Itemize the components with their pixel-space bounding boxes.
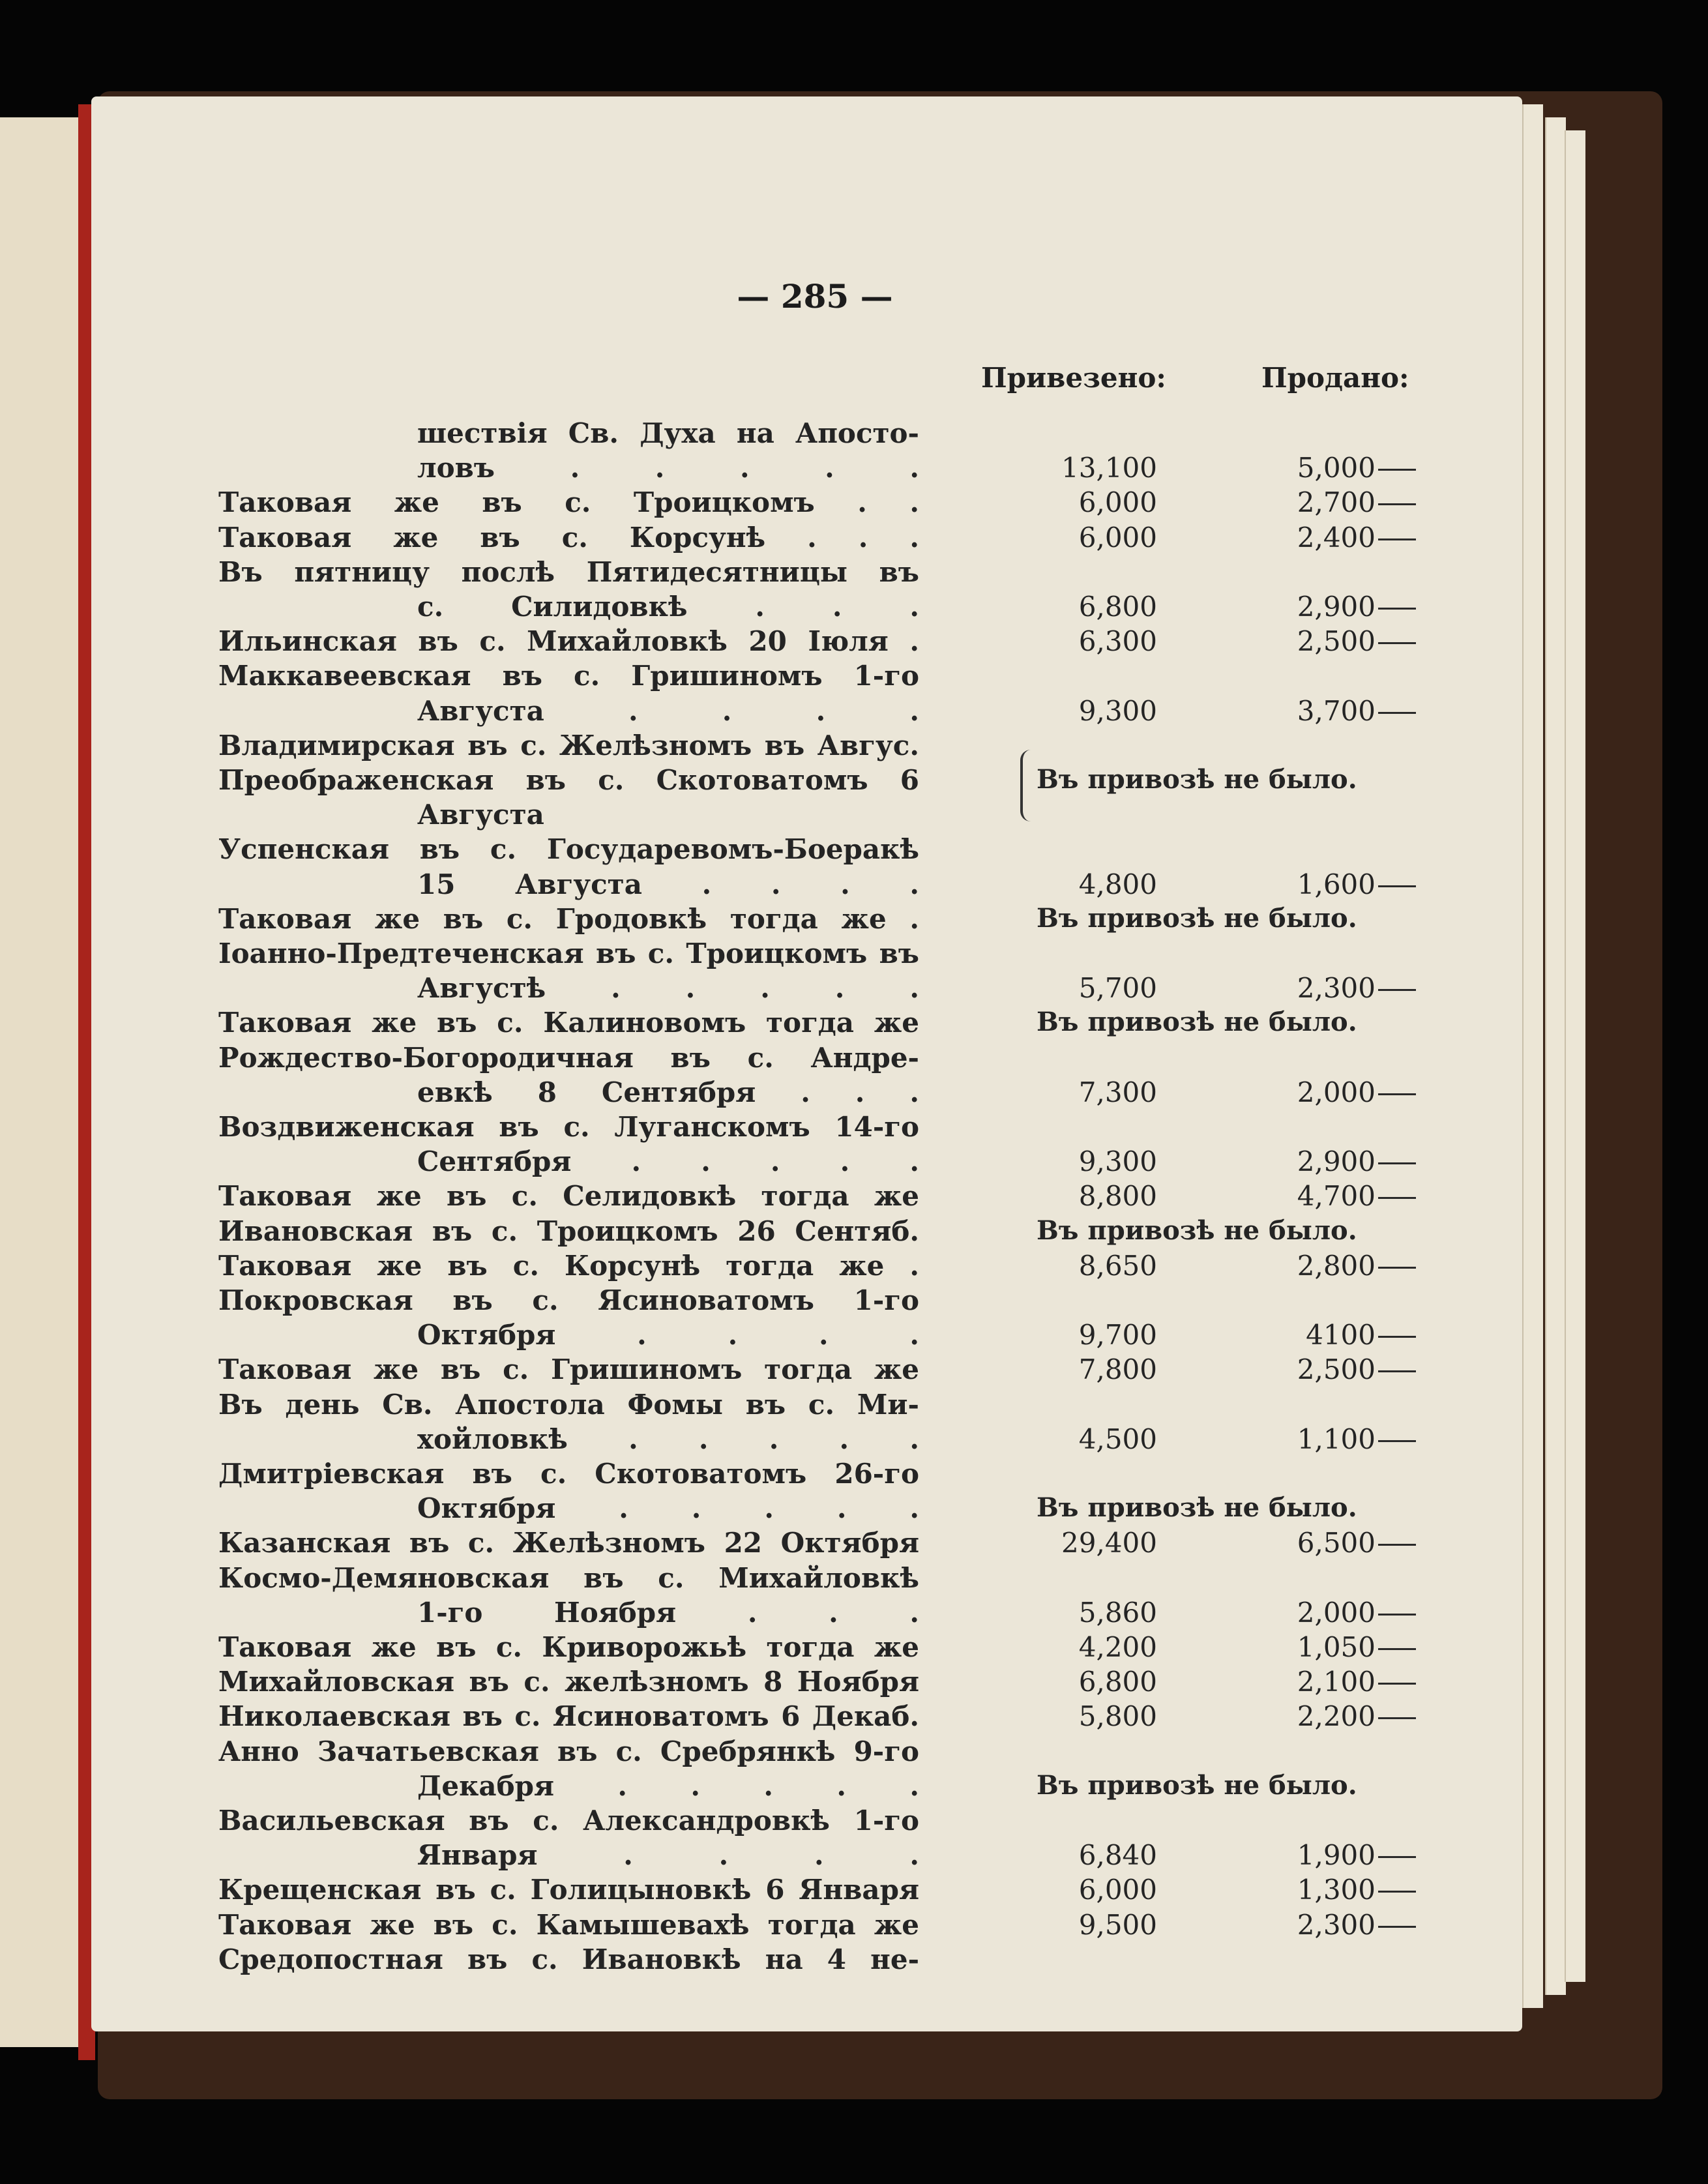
brought-value: 6,840 bbox=[1078, 1839, 1157, 1871]
table-row bbox=[0, 1943, 1708, 1977]
dash-mark bbox=[1378, 1162, 1416, 1164]
entry-name: Михайловская въ с. желѣзномъ 8 Ноября bbox=[218, 1666, 919, 1698]
entry-name: Воздвиженская въ с. Луганскомъ 14-го bbox=[218, 1111, 919, 1143]
brought-value: 6,000 bbox=[1078, 1874, 1157, 1906]
table-row bbox=[0, 937, 1708, 971]
table-row bbox=[0, 1805, 1708, 1838]
sold-value: 1,600 bbox=[1297, 868, 1376, 900]
table-row bbox=[0, 1319, 1708, 1353]
entry-name: Августа . . . . bbox=[417, 695, 919, 727]
sold-value: 1,100 bbox=[1297, 1423, 1376, 1455]
table-row bbox=[0, 1597, 1708, 1631]
table-row bbox=[0, 972, 1708, 1006]
table-row bbox=[0, 1250, 1708, 1284]
entry-name: Сентября . . . . . bbox=[417, 1145, 919, 1177]
entry-name: Таковая же въ с. Гришиномъ тогда же bbox=[218, 1353, 919, 1385]
entry-name: Васильевская въ с. Александровкѣ 1-го bbox=[218, 1805, 919, 1837]
entry-name: Въ день Св. Апостола Фомы въ с. Ми- bbox=[218, 1389, 919, 1421]
sold-value: 4100 bbox=[1306, 1319, 1376, 1351]
dash-mark bbox=[1378, 1614, 1416, 1616]
entry-name: Въ пятницу послѣ Пятидесятницы въ bbox=[218, 556, 919, 588]
entry-name: Николаевская въ с. Ясиноватомъ 6 Декаб. bbox=[218, 1700, 919, 1732]
table-row bbox=[0, 452, 1708, 486]
brought-value: 9,500 bbox=[1078, 1909, 1157, 1941]
dash-mark bbox=[1378, 539, 1416, 540]
sold-value: 2,300 bbox=[1297, 972, 1376, 1004]
brought-value: 29,400 bbox=[1061, 1527, 1157, 1559]
entry-name: Августа bbox=[417, 799, 544, 831]
entry-name: Октября . . . . bbox=[417, 1319, 919, 1351]
dash-mark bbox=[1378, 1544, 1416, 1546]
sold-value: 2,900 bbox=[1297, 591, 1376, 623]
table-row bbox=[0, 903, 1708, 937]
table-row bbox=[0, 591, 1708, 625]
table-row bbox=[0, 1284, 1708, 1318]
dash-mark bbox=[1378, 1440, 1416, 1442]
table-row bbox=[0, 1909, 1708, 1943]
table-row bbox=[0, 799, 1708, 833]
entry-name: хойловкѣ . . . . . bbox=[417, 1423, 919, 1455]
brought-value: 9,300 bbox=[1078, 1145, 1157, 1177]
sold-value: 2,200 bbox=[1297, 1700, 1376, 1732]
brought-value: 9,700 bbox=[1078, 1319, 1157, 1351]
entry-name: Таковая же въ с. Троицкомъ . . bbox=[218, 486, 919, 518]
table-row bbox=[0, 1458, 1708, 1492]
brace-mark bbox=[1020, 750, 1032, 821]
brought-value: 6,000 bbox=[1078, 486, 1157, 518]
table-row bbox=[0, 1770, 1708, 1804]
entry-name: Января . . . . bbox=[417, 1839, 919, 1871]
brought-value: 6,800 bbox=[1078, 1666, 1157, 1698]
entry-name: Рождество-Богородичная въ с. Андре- bbox=[218, 1042, 919, 1074]
brought-value: 8,800 bbox=[1078, 1180, 1157, 1212]
not-brought-note: Въ привозѣ не было. bbox=[1037, 764, 1357, 795]
table-row bbox=[0, 833, 1708, 867]
table-row bbox=[0, 660, 1708, 694]
not-brought-note: Въ привозѣ не было. bbox=[1037, 1007, 1357, 1037]
brought-value: 4,200 bbox=[1078, 1631, 1157, 1663]
sold-value: 1,900 bbox=[1297, 1839, 1376, 1871]
table-row bbox=[0, 1389, 1708, 1423]
brought-value: 4,800 bbox=[1078, 868, 1157, 900]
entry-name: Таковая же въ с. Камышевахѣ тогда же bbox=[218, 1909, 919, 1941]
brought-value: 5,800 bbox=[1078, 1700, 1157, 1732]
table-row bbox=[0, 868, 1708, 902]
dash-mark bbox=[1378, 1648, 1416, 1650]
table-row bbox=[0, 1839, 1708, 1873]
table-row bbox=[0, 1180, 1708, 1214]
entry-name: Средопостная въ с. Ивановкѣ на 4 не- bbox=[218, 1943, 919, 1975]
not-brought-note: Въ привозѣ не было. bbox=[1037, 1492, 1357, 1523]
table-row bbox=[0, 486, 1708, 520]
table-row bbox=[0, 1423, 1708, 1457]
entry-name: с. Силидовкѣ . . . bbox=[417, 591, 919, 623]
brought-value: 4,500 bbox=[1078, 1423, 1157, 1455]
table-row bbox=[0, 1527, 1708, 1561]
sold-value: 2,800 bbox=[1297, 1250, 1376, 1282]
not-brought-note: Въ привозѣ не было. bbox=[1037, 1215, 1357, 1246]
entry-name: Казанская въ с. Желѣзномъ 22 Октября bbox=[218, 1527, 919, 1559]
table-row bbox=[0, 1111, 1708, 1145]
dash-mark bbox=[1378, 1370, 1416, 1372]
table-row bbox=[0, 1042, 1708, 1076]
table-row bbox=[0, 1874, 1708, 1908]
table-row bbox=[0, 522, 1708, 555]
dash-mark bbox=[1378, 469, 1416, 471]
sold-value: 3,700 bbox=[1297, 695, 1376, 727]
sold-value: 2,500 bbox=[1297, 625, 1376, 657]
brought-value: 9,300 bbox=[1078, 695, 1157, 727]
not-brought-note: Въ привозѣ не было. bbox=[1037, 1770, 1357, 1801]
entry-name: ловъ . . . . . bbox=[417, 452, 919, 484]
dash-mark bbox=[1378, 503, 1416, 505]
table-row bbox=[0, 730, 1708, 763]
brought-value: 6,800 bbox=[1078, 591, 1157, 623]
entry-name: Іоанно-Предтеченская въ с. Троицкомъ въ bbox=[218, 937, 919, 969]
column-header-sold: Продано: bbox=[1261, 362, 1409, 394]
sold-value: 1,050 bbox=[1297, 1631, 1376, 1663]
entry-name: 1-го Ноября . . . bbox=[417, 1597, 919, 1629]
sold-value: 2,400 bbox=[1297, 522, 1376, 553]
sold-value: 2,000 bbox=[1297, 1076, 1376, 1108]
table-row bbox=[0, 1145, 1708, 1179]
table-row bbox=[0, 1631, 1708, 1665]
brought-value: 7,800 bbox=[1078, 1353, 1157, 1385]
page-number: — 285 — bbox=[737, 277, 893, 316]
table-row bbox=[0, 1353, 1708, 1387]
sold-value: 4,700 bbox=[1297, 1180, 1376, 1212]
sold-value: 2,900 bbox=[1297, 1145, 1376, 1177]
entry-name: Дмитріевская въ с. Скотоватомъ 26-го bbox=[218, 1458, 919, 1490]
dash-mark bbox=[1378, 1891, 1416, 1893]
entry-name: Таковая же въ с. Криворожьѣ тогда же bbox=[218, 1631, 919, 1663]
entry-name: Крещенская въ с. Голицыновкѣ 6 Января bbox=[218, 1874, 919, 1906]
dash-mark bbox=[1378, 1197, 1416, 1199]
entry-name: шествія Св. Духа на Апосто- bbox=[417, 417, 919, 449]
brought-value: 5,700 bbox=[1078, 972, 1157, 1004]
entry-name: Таковая же въ с. Корсунѣ тогда же . bbox=[218, 1250, 919, 1282]
brought-value: 6,300 bbox=[1078, 625, 1157, 657]
table-row bbox=[0, 625, 1708, 659]
dash-mark bbox=[1378, 608, 1416, 610]
dash-mark bbox=[1378, 989, 1416, 991]
sold-value: 1,300 bbox=[1297, 1874, 1376, 1906]
entry-name: Преображенская въ с. Скотоватомъ 6 bbox=[218, 764, 919, 796]
entry-name: Декабря . . . . . bbox=[417, 1770, 919, 1802]
table-row bbox=[0, 1562, 1708, 1596]
table-row bbox=[0, 1666, 1708, 1700]
entry-name: евкѣ 8 Сентября . . . bbox=[417, 1076, 919, 1108]
brought-value: 13,100 bbox=[1061, 452, 1157, 484]
column-header-brought: Привезено: bbox=[981, 362, 1166, 394]
dash-mark bbox=[1378, 712, 1416, 714]
entry-name: Ильинская въ с. Михайловкѣ 20 Іюля . bbox=[218, 625, 919, 657]
sold-value: 2,300 bbox=[1297, 1909, 1376, 1941]
table-row bbox=[0, 1700, 1708, 1734]
dash-mark bbox=[1378, 1336, 1416, 1338]
dash-mark bbox=[1378, 1856, 1416, 1858]
sold-value: 2,100 bbox=[1297, 1666, 1376, 1698]
sold-value: 2,500 bbox=[1297, 1353, 1376, 1385]
table-row bbox=[0, 556, 1708, 590]
sold-value: 5,000 bbox=[1297, 452, 1376, 484]
sold-value: 6,500 bbox=[1297, 1527, 1376, 1559]
entry-name: Ивановская въ с. Троицкомъ 26 Сентяб. bbox=[218, 1215, 919, 1247]
brought-value: 7,300 bbox=[1078, 1076, 1157, 1108]
entry-name: Таковая же въ с. Калиновомъ тогда же bbox=[218, 1007, 919, 1039]
dash-mark bbox=[1378, 1926, 1416, 1928]
sold-value: 2,700 bbox=[1297, 486, 1376, 518]
dash-mark bbox=[1378, 642, 1416, 644]
entry-name: Анно Зачатьевская въ с. Сребрянкѣ 9-го bbox=[218, 1735, 919, 1767]
table-row bbox=[0, 695, 1708, 729]
table-row bbox=[0, 1492, 1708, 1526]
brought-value: 8,650 bbox=[1078, 1250, 1157, 1282]
entry-name: Успенская въ с. Государевомъ-Боеракѣ bbox=[218, 833, 919, 865]
entry-name: Владимирская въ с. Желѣзномъ въ Авгус. bbox=[218, 730, 919, 761]
dash-mark bbox=[1378, 1267, 1416, 1269]
dash-mark bbox=[1378, 1717, 1416, 1719]
entry-name: Маккавеевская въ с. Гришиномъ 1-го bbox=[218, 660, 919, 692]
entry-name: Августѣ . . . . . bbox=[417, 972, 919, 1004]
entry-name: Покровская въ с. Ясиноватомъ 1-го bbox=[218, 1284, 919, 1316]
brought-value: 5,860 bbox=[1078, 1597, 1157, 1629]
sold-value: 2,000 bbox=[1297, 1597, 1376, 1629]
entry-name: 15 Августа . . . . bbox=[417, 868, 919, 900]
dash-mark bbox=[1378, 1683, 1416, 1685]
entry-name: Таковая же въ с. Гродовкѣ тогда же . bbox=[218, 903, 919, 935]
table-row bbox=[0, 1215, 1708, 1249]
table-row bbox=[0, 1007, 1708, 1040]
table-row bbox=[0, 417, 1708, 451]
entry-name: Октября . . . . . bbox=[417, 1492, 919, 1524]
table-row bbox=[0, 1735, 1708, 1769]
entry-name: Космо-Демяновская въ с. Михайловкѣ bbox=[218, 1562, 919, 1594]
dash-mark bbox=[1378, 1093, 1416, 1095]
entry-name: Таковая же въ с. Корсунѣ . . . bbox=[218, 522, 919, 553]
brought-value: 6,000 bbox=[1078, 522, 1157, 553]
table-row bbox=[0, 764, 1708, 798]
dash-mark bbox=[1378, 885, 1416, 887]
not-brought-note: Въ привозѣ не было. bbox=[1037, 903, 1357, 934]
table-row bbox=[0, 1076, 1708, 1110]
entry-name: Таковая же въ с. Селидовкѣ тогда же bbox=[218, 1180, 919, 1212]
